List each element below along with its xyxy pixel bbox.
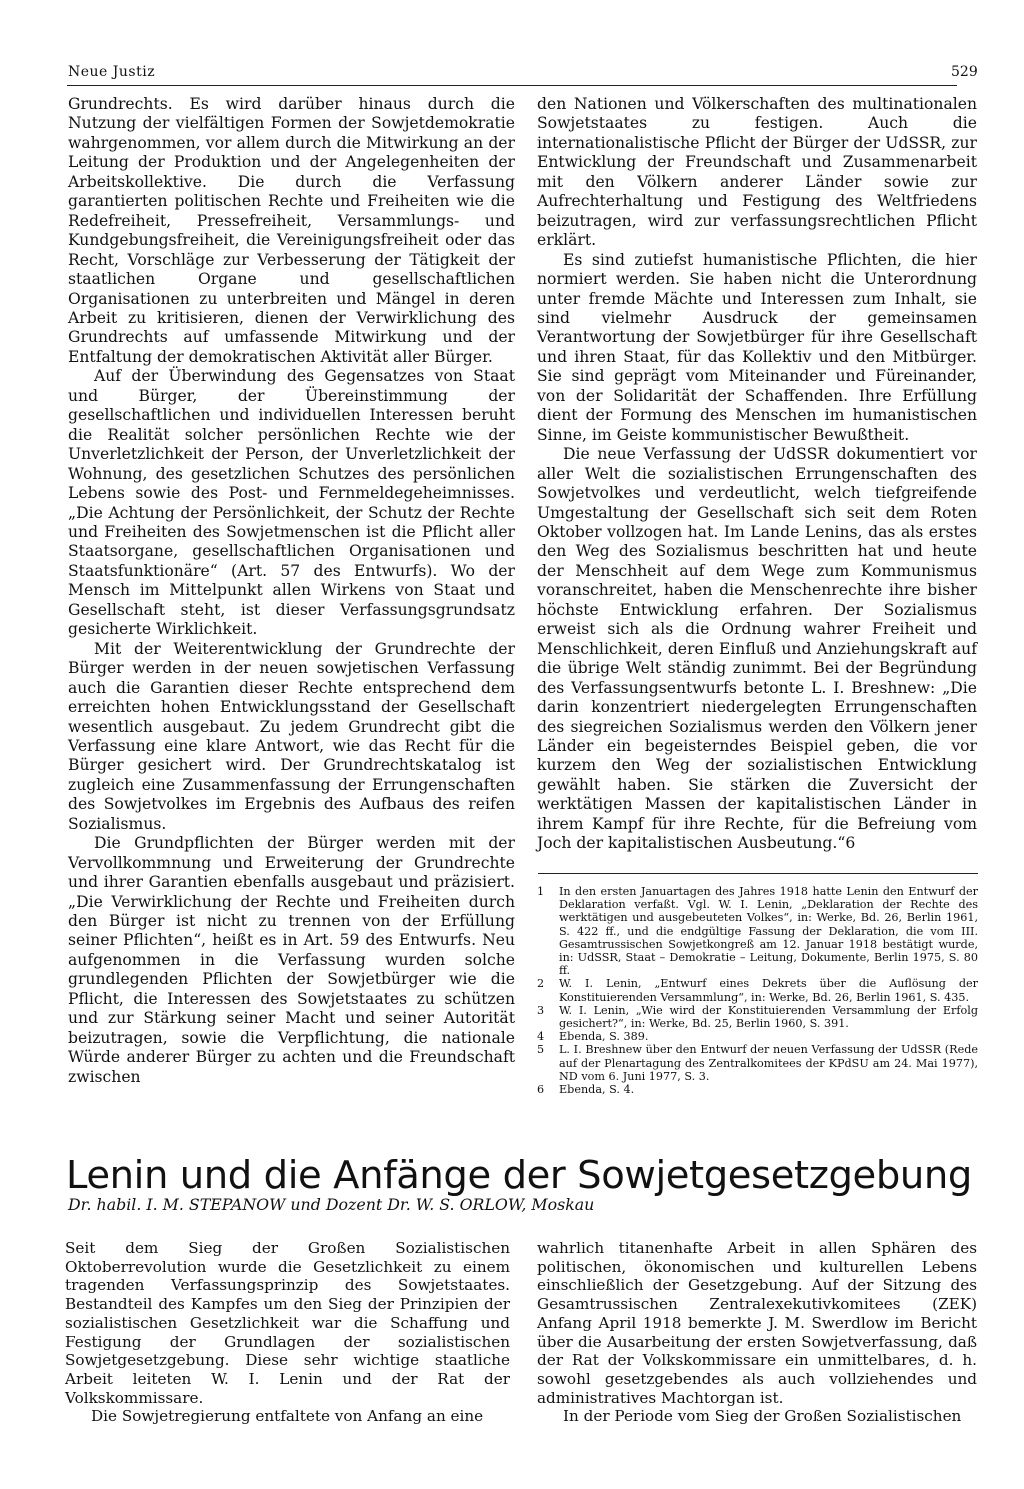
footnote-text: In den ersten Januartagen des Jahres 1918 hatte Lenin den Entwurf der Deklaration verfaßt. Vgl. W. I. Lenin, „Deklaration der Rechte des werktätigen und ausgebeuteten Volkes“, in: Werke, Bd. 26, Berlin 1961, S. 422 ff., und die endgültige Fassung der Deklaration, die vom III. Gesamtrussischen Sowjetkongreß am 12. Januar 1918 bestätigt wurde, in: UdSSR, Staat – Demokratie – Leitung, Dokumente, Berlin 1975, S. 80 ff. [559,885,978,978]
footnote-number: 1 [537,885,545,898]
footnote-text: Ebenda, S. 4. [559,1083,635,1097]
footnote-number: 5 [537,1043,545,1057]
footnote-number: 4 [537,1030,545,1044]
article-left-column [65,1239,510,1426]
paragraph: Die neue Verfassung der UdSSR dokumentiert vor aller Welt die sozialistischen Errungenschaften des Sowjetvolkes und verdeutlicht, welch tiefgreifende Umgestaltung der Gesellschaft sich seit dem Roten Oktober vollzogen hat. Im Lande Lenins, das als erstes den Weg des Sozialismus beschritten hat und heute der Menschheit auf dem Wege zum Kommunismus voranschreitet, haben die Menschenrechte ihre bisher höchste Entwicklung erfahren. Der Sozialismus erweist sich als die Ordnung wahrer Freiheit und Menschlichkeit, deren Einfluß und Anziehungskraft auf die übrige Welt ständig zunimmt. Bei der Begründung des Verfassungsentwurfs betonte L. I. Breshnew: „Die darin konzentriert niedergelegten Errungenschaften des siegreichen Sozialismus werden den Völkern jener Länder ein begeisterndes Beispiel geben, die vor kurzem den Weg der sozialistischen Entwicklung gewählt haben. Sie stärken die Zuversicht der werktätigen Massen der kapitalistischen Länder in ihrem Kampf für ihre Rechte, für die Befreiung vom Joch der kapitalistischen Ausbeutung.“6 [537,445,977,853]
paragraph: Mit der Weiterentwicklung der Grundrechte der Bürger werden in der neuen sowjetischen Verfassung auch die Garantien dieser Rechte entsprechend dem erreichten hohen Entwicklungsstand der Gesellschaft wesentlich ausgebaut. Zu jedem Grundrecht gibt die Verfassung eine klare Antwort, wie das Recht für die Bürger gesichert wird. Der Grundrechtskatalog ist zugleich eine Zusammenfassung der Errungenschaften des Sowjetvolkes im Ergebnis des Aufbaus des reifen Sozialismus. [68,639,515,833]
paragraph: Die Grundpflichten der Bürger werden mit der Vervollkommnung und Erweiterung der Grundrechte und ihrer Garantien ebenfalls ausgebaut und präzisiert. „Die Verwirklichung der Rechte und Freiheiten durch den Bürger ist nicht zu trennen von der Erfüllung seiner Pflichten“, heißt es in Art. 59 des Entwurfs. Neu aufgenommen in die Verfassung wurden solche grundlegenden Pflichten der Sowjetbürger wie die Pflicht, die Interessen des Sowjetstaates zu schützen und zur Stärkung seiner Macht und seiner Autorität beizutragen, sowie die Verpflichtung, die nationale Würde anderer Bürger zu achten und die Freundschaft zwischen [68,834,515,1086]
footnote [537,1004,978,1030]
paragraph: In der Periode vom Sieg der Großen Sozialistischen [563,1407,962,1426]
paragraph: Grundrechts. Es wird darüber hinaus durch die Nutzung der vielfältigen Formen der Sowjetdemokratie wahrgenommen, vor allem durch die Mitwirkung an der Leitung der Produktion und der Angelegenheiten der Arbeitskollektive. Die durch die Verfassung garantierten politischen Rechte und Freiheiten wie die Redefreiheit, Pressefreiheit, Versammlungs- und Kundgebungsfreiheit, die Vereinigungsfreiheit oder das Recht, Vorschläge zur Verbesserung der Tätigkeit der staatlichen Organe und gesellschaftlichen Organisationen zu unterbreiten und Mängel in deren Arbeit zu kritisieren, dienen der Verwirklichung des Grundrechts auf umfassende Mitwirkung und der Entfaltung der demokratischen Aktivität aller Bürger. [68,95,515,366]
paragraph: wahrlich titanenhafte Arbeit in allen Sphären des politischen, ökonomischen und kulturellen Lebens einschließlich der Gesetzgebung. Auf der Sitzung des Gesamtrussischen Zentralexekutivkomitees (ZEK) Anfang April 1918 bemerkte J. M. Swerdlow im Bericht über die Ausarbeitung der ersten Sowjetverfassung, daß der Rat der Volkskommissare ein unmittelbares, d. h. sowohl gesetzgebendes als auch vollziehendes und administratives Machtorgan ist. [537,1239,977,1407]
paragraph: den Nationen und Völkerschaften des multinationalen Sowjetstaates zu festigen. Auch die internationalistische Pflicht der Bürger der UdSSR, zur Entwicklung der Freundschaft und Zusammenarbeit mit den Völkern anderer Länder sowie zur Aufrechterhaltung und Festigung des Weltfriedens beizutragen, wird zur verfassungsrechtlichen Pflicht erklärt. [537,95,977,250]
footnotes [537,885,978,1096]
footnote [537,1030,978,1043]
footnote-rule [538,873,978,874]
paragraph: Es sind zutiefst humanistische Pflichten, die hier normiert werden. Sie haben nicht die Unterordnung unter fremde Mächte und Interessen zum Inhalt, sie sind vielmehr Ausdruck der gemeinsamen Verantwortung der Sowjetbürger für ihre Gesellschaft und ihren Staat, für das Kollektiv und den Mitbürger. Sie sind geprägt vom Miteinander und Füreinander, von der Solidarität der Schaffenden. Ihre Erfüllung dient der Formung des Menschen im humanistischen Sinne, im Geiste kommunistischer Bewußtheit. [537,250,977,444]
article-title: Lenin und die Anfänge der Sowjetgesetzgebung [66,1152,972,1198]
footnote [537,885,978,977]
page-number: 529 [951,64,978,80]
footnote [537,1083,978,1096]
paragraph: Die Sowjetregierung entfaltete von Anfang an eine [91,1407,484,1426]
footnote [537,977,978,1003]
header-rule [67,85,957,86]
footnote-number: 2 [537,977,545,991]
footnote-number: 6 [537,1083,545,1097]
footnote-text: W. I. Lenin, „Entwurf eines Dekrets über die Auflösung der Konstituierenden Versammlung“, in: Werke, Bd. 26, Berlin 1961, S. 435. [559,977,978,1004]
footnote-text: L. I. Breshnew über den Entwurf der neuen Verfassung der UdSSR (Rede auf der Plenartagung des Zentralkomitees der KPdSU am 24. Mai 1977), ND vom 6. Juni 1977, S. 3. [559,1043,978,1083]
journal-name: Neue Justiz [68,64,156,80]
footnote [537,1043,978,1083]
right-text-column [537,95,977,854]
paragraph: Seit dem Sieg der Großen Sozialistischen Oktoberrevolution wurde die Gesetzlichkeit zu einem tragenden Verfassungsprinzip des Sowjetstaates. Bestandteil des Kampfes um den Sieg der Prinzipien der sozialistischen Gesetzlichkeit war die Schaffung und Festigung der Grundlagen der sozialistischen Sowjetgesetzgebung. Diese sehr wichtige staatliche Arbeit leiteten W. I. Lenin und der Rat der Volkskommissare. [65,1239,510,1407]
article-right-column [537,1239,977,1426]
left-text-column [68,95,515,1087]
article-authors: Dr. habil. I. M. STEPANOW und Dozent Dr. W. S. ORLOW, Moskau [68,1195,595,1214]
footnote-text: W. I. Lenin, „Wie wird der Konstituierenden Versammlung der Erfolg gesichert?“, in: Werke, Bd. 25, Berlin 1960, S. 391. [559,1003,978,1031]
footnote-text: Ebenda, S. 389. [559,1030,649,1044]
footnote-number: 3 [537,1003,545,1017]
paragraph: Auf der Überwindung des Gegensatzes von Staat und Bürger, der Übereinstimmung der gesellschaftlichen und individuellen Interessen beruht die Realität solcher persönlichen Rechte wie der Unverletzlichkeit der Person, der Unverletzlichkeit der Wohnung, des gesetzlichen Schutzes des persönlichen Lebens sowie des Post- und Fernmeldegeheimnisses. „Die Achtung der Persönlichkeit, der Schutz der Rechte und Freiheiten des Sowjetmenschen ist die Pflicht aller Staatsorgane, gesellschaftlichen Organisationen und Staatsfunktionäre“ (Art. 57 des Entwurfs). Wo der Mensch im Mittelpunkt allen Wirkens von Staat und Gesellschaft steht, ist dieser Verfassungsgrundsatz gesicherte Wirklichkeit. [68,367,515,639]
